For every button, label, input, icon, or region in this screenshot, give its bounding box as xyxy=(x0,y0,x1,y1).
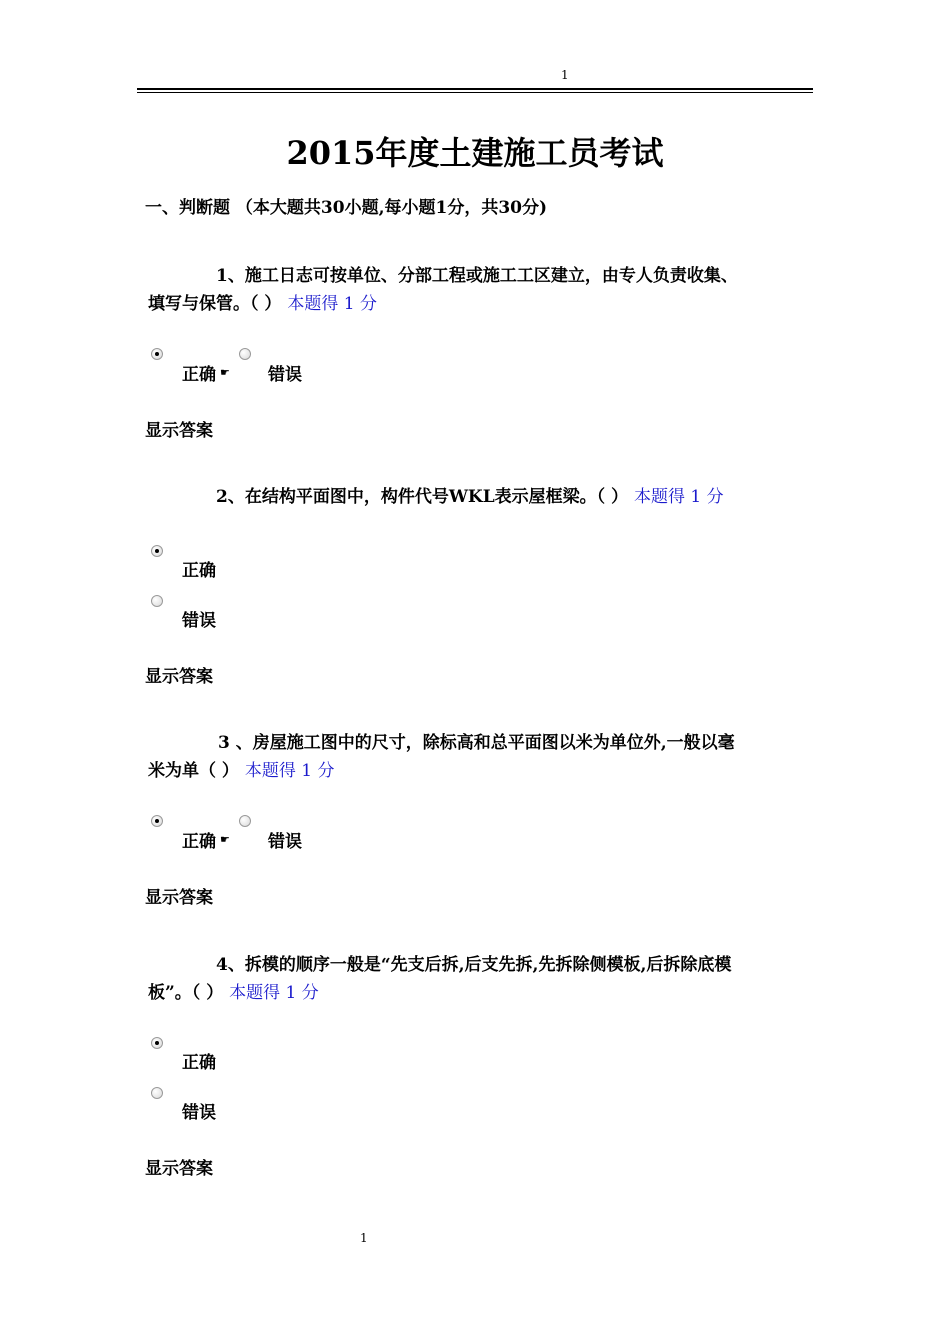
header-rule xyxy=(137,88,813,90)
question-1-radio-true[interactable] xyxy=(151,348,163,360)
question-1-line-1: 1、施工日志可按单位、分部工程或施工工区建立，由专人负责收集、 xyxy=(216,266,738,286)
question-4-option-true: 正确 xyxy=(182,1053,216,1073)
question-4-score: 本题得 1 分 xyxy=(229,983,319,1003)
question-2-option-false: 错误 xyxy=(182,611,216,631)
question-3-option-true: 正确 xyxy=(182,832,216,852)
question-4-option-false: 错误 xyxy=(182,1103,216,1123)
question-1-option-false: 错误 xyxy=(268,365,302,385)
question-2-show-answer[interactable]: 显示答案 xyxy=(145,667,213,687)
header-page-number: 1 xyxy=(561,68,569,82)
question-2-text xyxy=(148,483,828,511)
question-2-radio-true[interactable] xyxy=(151,545,163,557)
question-3-radio-false[interactable] xyxy=(239,815,251,827)
question-1-show-answer[interactable]: 显示答案 xyxy=(145,421,213,441)
question-3-option-false: 错误 xyxy=(268,832,302,852)
question-3-score: 本题得 1 分 xyxy=(244,761,335,781)
document-title: 2015年度土建施工员考试 xyxy=(286,134,664,172)
question-4-show-answer[interactable]: 显示答案 xyxy=(145,1159,213,1179)
question-3-radio-true[interactable] xyxy=(151,815,163,827)
question-4-radio-false[interactable] xyxy=(151,1087,163,1099)
question-4-line-2: 板”。（ ） xyxy=(148,983,224,1003)
section-heading: 一、判断题 （本大题共30小题,每小题1分，共30分) xyxy=(145,198,548,218)
question-1-score: 本题得 1 分 xyxy=(287,294,377,314)
hand-cursor-icon: ☛ xyxy=(220,833,230,846)
question-2-radio-false[interactable] xyxy=(151,595,163,607)
header-rule-thin xyxy=(137,92,813,93)
question-2-option-true: 正确 xyxy=(182,561,216,581)
question-1-line-2: 填写与保管。（ ） xyxy=(148,294,282,314)
question-4-text xyxy=(148,951,828,1007)
question-1-radio-false[interactable] xyxy=(239,348,251,360)
footer-page-number: 1 xyxy=(360,1231,368,1245)
question-2-line-1: 2、在结构平面图中，构件代号WKL表示屋框梁。（ ） xyxy=(216,487,629,507)
question-1-option-true: 正确 xyxy=(182,365,216,385)
question-3-text xyxy=(148,729,828,785)
question-3-line-2: 米为单（ ） xyxy=(148,761,239,781)
hand-cursor-icon: ☛ xyxy=(220,366,230,379)
question-3-line-1: 3 、房屋施工图中的尺寸，除标高和总平面图以米为单位外,一般以毫 xyxy=(218,733,735,753)
question-4-radio-true[interactable] xyxy=(151,1037,163,1049)
question-4-line-1: 4、拆模的顺序一般是“先支后拆,后支先拆,先拆除侧模板,后拆除底模 xyxy=(216,955,732,975)
question-3-show-answer[interactable]: 显示答案 xyxy=(145,888,213,908)
question-2-score: 本题得 1 分 xyxy=(634,487,724,507)
question-1-text xyxy=(148,262,828,318)
